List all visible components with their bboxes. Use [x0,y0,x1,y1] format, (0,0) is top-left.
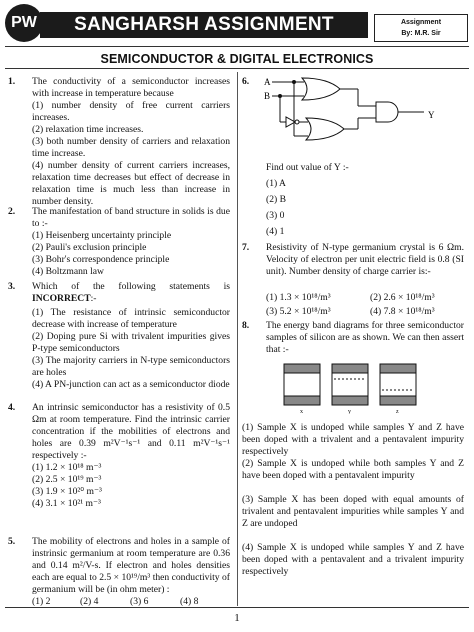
chapter-title: SEMICONDUCTOR & DIGITAL ELECTRONICS [100,52,374,66]
input-b-label: B [264,91,271,101]
energy-band-diagram [282,362,422,414]
option-1: (1) 1.2 × 10¹⁸ m⁻³ [32,462,102,473]
pw-logo: PW [5,4,43,42]
question-text: Which of the following statements is INCORRECT:- [32,281,230,304]
option-4: (4) 7.8 × 10¹⁸/m³ [370,306,435,317]
question-number: 7. [242,242,250,253]
question-text: Find out value of Y :- [266,162,349,173]
option-2: (2) Sample X is undoped while both samples Y and Z have been doped with a pentavalent impurity [242,458,464,481]
option-2: (2) Pauli's exclusion principle [32,242,147,253]
option-2: (2) relaxation time increases. [32,124,144,135]
band-label-y: y [348,409,351,414]
question-number: 3. [8,281,16,292]
page-number: 1 [234,612,240,624]
option-1: (1) Heisenberg uncertainty principle [32,230,172,241]
subtitle-rule [5,68,469,69]
option-4: (4) 3.1 × 10²¹ m⁻³ [32,498,101,509]
option-3: (3) 6 [130,596,149,607]
question-number: 6. [242,76,250,87]
assignment-author-box [374,14,468,42]
option-3: (3) Bohr's correspondence principle [32,254,170,265]
option-1: (1) number density of free current carriers increases. [32,100,230,123]
question-number: 2. [8,206,16,217]
option-3: (3) both number density of carriers and relaxation time increase. [32,136,230,159]
option-4: (4) Sample X is undoped while samples Y and Z have been doped with a pentavalent and a trivalent impurity respectively [242,542,464,577]
option-1: (1) 2 [32,596,51,607]
question-text: The conductivity of a semiconductor increases with increase in temperature because [32,76,230,99]
column-divider [237,72,238,606]
logic-circuit-diagram [258,76,438,152]
option-3: (3) Sample X has been doped with equal amounts of trivalent and pentavalent impurities while samples Y and Z are undoped [242,494,464,529]
question-text: An intrinsic semiconductor has a resistivity of 0.5 Ωm at room temperature. Find the intrinsic carrier concentration if the mobilities of electrons and holes are 0.39 m²V⁻¹s⁻¹ and 0.11 m²V⁻¹s⁻¹ respectively :- [32,402,230,461]
question-text: The energy band diagrams for three semiconductor samples of silicon are as shown. We can then assert that :- [266,320,464,355]
question-text: Resistivity of N-type germanium crystal is 6 Ωm. Velocity of electron per unit electric field is 0.8 (SI unit). Number density of charge carrier is:- [266,242,464,277]
option-2: (2) Doping pure Si with trivalent impurities gives P-type semiconductors [32,331,230,354]
question-text-main: Which of the following statements is [32,281,230,292]
option-3: (3) 0 [266,210,285,221]
band-label-x: x [300,409,303,414]
option-1: (1) A [266,178,286,189]
option-3: (3) 5.2 × 10¹⁸/m³ [266,306,331,317]
question-text: The manifestation of band structure in solids is due to :- [32,206,230,229]
question-text-emphasis: INCORRECT [32,293,91,304]
output-y-label: Y [428,110,435,120]
author-label: By: M.R. Sir [401,30,441,37]
option-4: (4) Boltzmann law [32,266,104,277]
option-4: (4) A PN-junction can act as a semiconductor diode [32,379,230,390]
option-1: (1) Sample X is undoped while samples Y and Z have been doped with a trivalent and a pentavalent impurity respectively [242,422,464,457]
option-2: (2) 4 [80,596,99,607]
option-4: (4) number density of current carriers increases, relaxation time decreases but effect of decrease in relaxation time is much less than increase in number density. [32,160,230,207]
question-number: 5. [8,536,16,547]
band-label-z: z [396,409,399,414]
footer-rule [5,607,469,608]
option-4: (4) 8 [180,596,199,607]
input-a-label: A [264,77,271,87]
option-2: (2) 2.6 × 10¹⁸/m³ [370,292,435,303]
option-2: (2) B [266,194,286,205]
option-1: (1) The resistance of intrinsic semiconductor decrease with increase of temperature [32,307,230,330]
question-number: 1. [8,76,16,87]
header-rule [5,46,469,47]
option-3: (3) 1.9 × 10²⁰ m⁻³ [32,486,102,497]
question-text: The mobility of electrons and holes in a sample of instrinsic germanium at room temperature are 0.36 and 0.14 m²/V-s. If electron and holes densities each are equal to 2.5 × 10¹⁹/m³ then conductivity of germanium will be (in ohm meter) : [32,536,230,595]
option-1: (1) 1.3 × 10¹⁸/m³ [266,292,331,303]
question-number: 8. [242,320,250,331]
option-2: (2) 2.5 × 10¹⁹ m⁻³ [32,474,102,485]
question-number: 4. [8,402,16,413]
option-3: (3) The majority carriers in N-type semiconductors are holes [32,355,230,378]
option-4: (4) 1 [266,226,285,237]
assignment-label: Assignment [400,19,442,26]
assignment-title: SANGHARSH ASSIGNMENT [40,12,368,38]
